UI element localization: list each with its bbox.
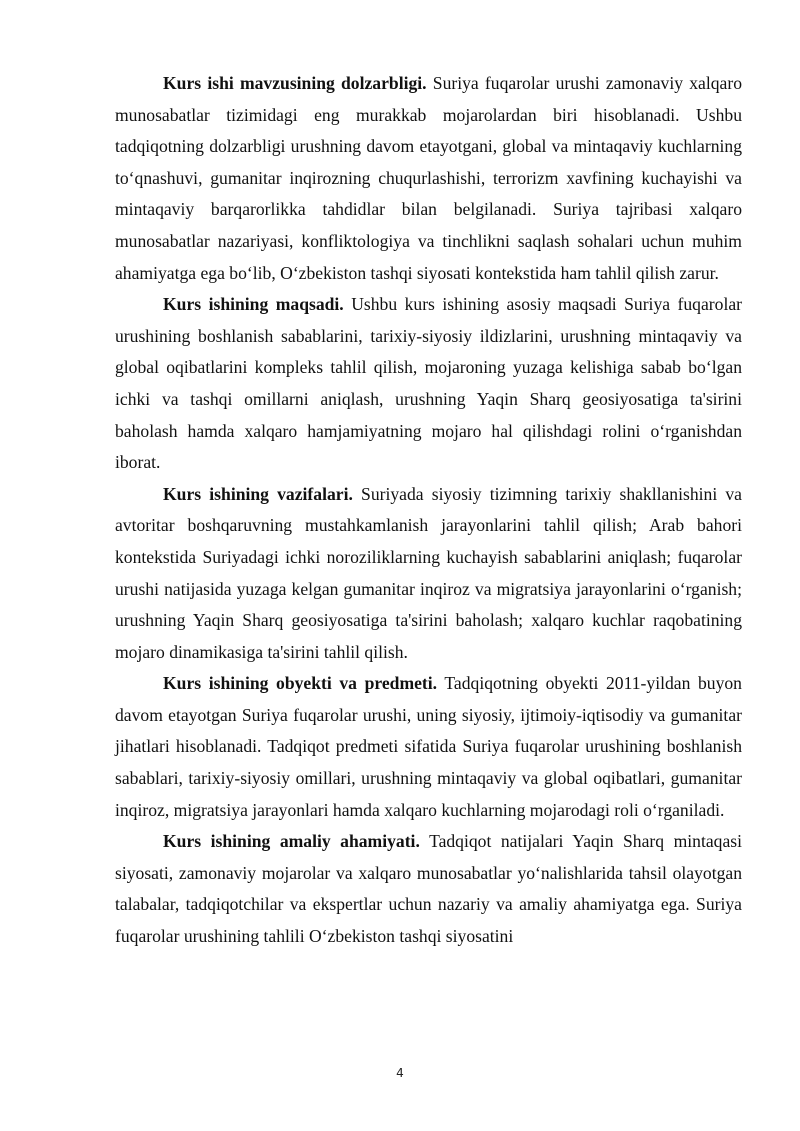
paragraph-heading: Kurs ishi mavzusining dolzarbligi.	[163, 73, 427, 93]
paragraph-heading: Kurs ishining vazifalari.	[163, 483, 353, 504]
paragraph-heading: Kurs ishining obyekti va predmeti.	[163, 673, 438, 694]
paragraph-tasks	[115, 479, 742, 669]
paragraph-text: Ushbu kurs ishining asosiy maqsadi Suriya fuqarolar urushining boshlanish sabablarini, tarixiy-siyosiy ildizlarini, urushning mintaqaviy va global oqibatlarini kompleks tahlil qilish, mojaroning yuzaga kelishiga sabab bo‘lgan ichki va tashqi omillarni aniqlash, urushning Yaqin Sharq geosiyosatiga ta'sirini baholash hamda xalqaro hamjamiyatning mojaro hal qilishdagi rolini o‘rganishdan iborat.	[115, 294, 743, 473]
document-body	[115, 68, 742, 953]
paragraph-heading: Kurs ishining amaliy ahamiyati.	[163, 831, 420, 852]
paragraph-goal	[115, 289, 742, 479]
paragraph-practical-significance	[115, 826, 742, 952]
paragraph-heading: Kurs ishining maqsadi.	[163, 294, 344, 315]
page-number: 4	[396, 1066, 404, 1080]
paragraph-text: Suriyada siyosiy tizimning tarixiy shakllanishini va avtoritar boshqaruvning mustahkamlanish jarayonlarini tahlil qilish; Arab bahori kontekstida Suriyadagi ichki noroziliklarning kuchayish sabablarini aniqlash; fuqarolar urushi natijasida yuzaga kelgan gumanitar inqiroz va migratsiya jarayonlarini o‘rganish; urushning Yaqin Sharq geosiyosatiga ta'sirini baholash; xalqaro kuchlar raqobatining mojaro dinamikasiga ta'sirini tahlil qilish.	[115, 483, 742, 662]
paragraph-text: Suriya fuqarolar urushi zamonaviy xalqaro munosabatlar tizimidagi eng murakkab mojarolardan biri hisoblanadi. Ushbu tadqiqotning dolzarbligi urushning davom etayotgani, global va mintaqaviy kuchlarning to‘qnashuvi, gumanitar inqirozning chuqurlashishi, terrorizm xavfining kuchayishi va mintaqaviy barqarorlikka tahdidlar bilan belgilanadi. Suriya tajribasi xalqaro munosabatlar nazariyasi, konfliktologiya va tinchlikni saqlash sohalari uchun muhim ahamiyatga ega bo‘lib, O‘zbekiston tashqi siyosati kontekstida ham tahlil qilish zarur.	[115, 73, 742, 283]
paragraph-text: Tadqiqot natijalari Yaqin Sharq mintaqasi siyosati, zamonaviy mojarolar va xalqaro munosabatlar yo‘nalishlarida tahsil olayotgan talabalar, tadqiqotchilar va ekspertlar uchun nazariy va amaliy ahamiyatga ega. Suriya fuqarolar urushining tahlili O‘zbekiston tashqi siyosatini	[115, 831, 742, 947]
paragraph-text: Tadqiqotning obyekti 2011-yildan buyon davom etayotgan Suriya fuqarolar urushi, uning siyosiy, ijtimoiy-iqtisodiy va gumanitar jihatlari hisoblanadi. Tadqiqot predmeti sifatida Suriya fuqarolar urushining boshlanish sabablari, tarixiy-siyosiy omillari, urushning mintaqaviy va global oqibatlari, gumanitar inqiroz, migratsiya jarayonlari hamda xalqaro kuchlarning mojarodagi roli o‘rganiladi.	[115, 673, 742, 820]
paragraph-object-subject	[115, 668, 742, 826]
paragraph-relevance	[115, 68, 742, 289]
